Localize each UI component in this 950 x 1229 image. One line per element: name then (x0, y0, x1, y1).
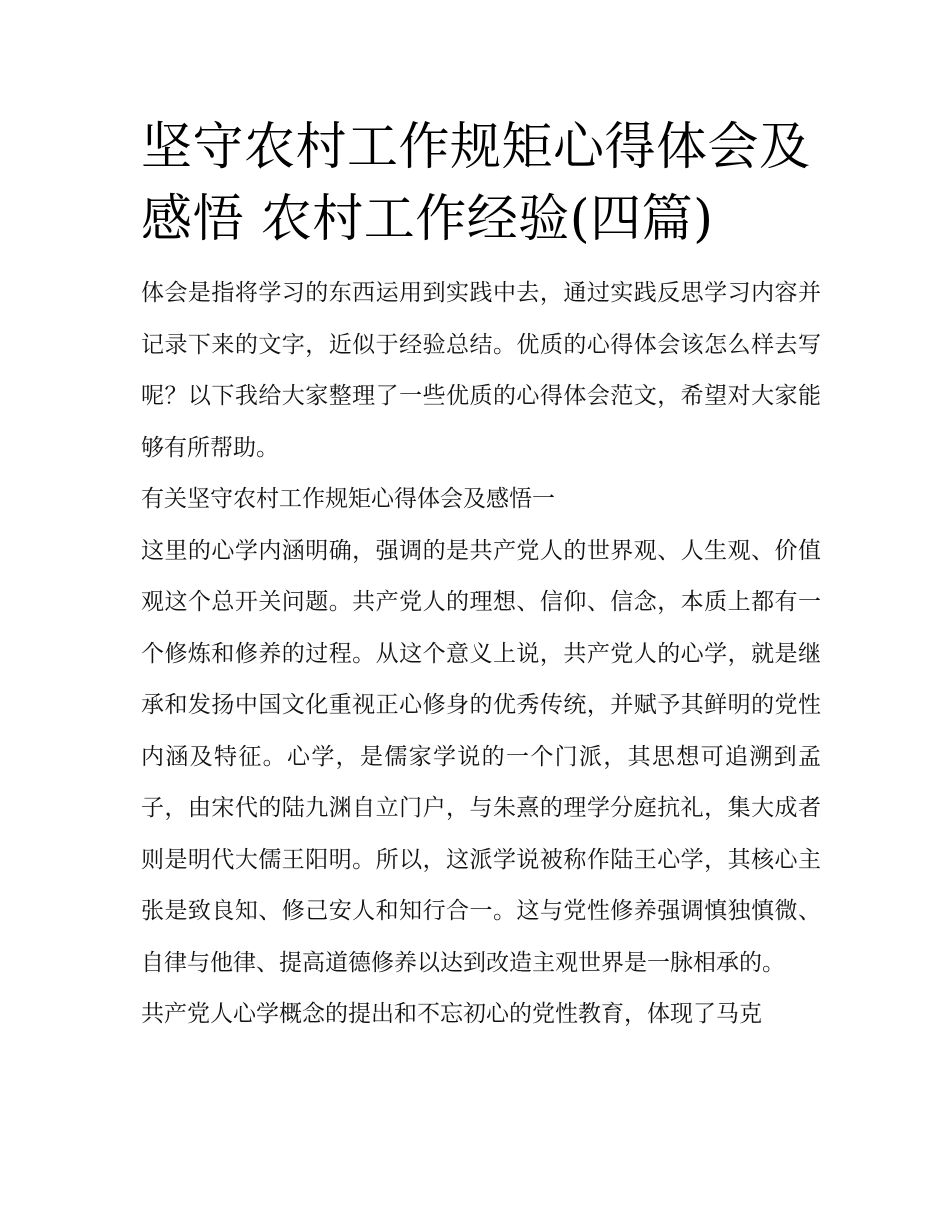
document-title: 坚守农村工作规矩心得体会及感悟 农村工作经验(四篇) (141, 118, 811, 249)
body-paragraph: 共产党人心学概念的提出和不忘初心的党性教育，体现了马克 (141, 1001, 762, 1027)
document-body (141, 268, 821, 1041)
intro-paragraph: 体会是指将学习的东西运用到实践中去，通过实践反思学习内容并记录下来的文字，近似于经验总结。优质的心得体会该怎么样去写呢？以下我给大家整理了一些优质的心得体会范文，希望对大家能够有所帮助。 (141, 280, 821, 461)
body-paragraph: 这里的心学内涵明确，强调的是共产党人的世界观、人生观、价值观这个总开关问题。共产党人的理想、信仰、信念，本质上都有一个修炼和修养的过程。从这个意义上说，共产党人的心学，就是继承和发扬中国文化重视正心修身的优秀传统，并赋予其鲜明的党性内涵及特征。心学，是儒家学说的一个门派，其思想可追溯到孟子，由宋代的陆九渊自立门户，与朱熹的理学分庭抗礼，集大成者则是明代大儒王阳明。所以，这派学说被称作陆王心学，其核心主张是致良知、修己安人和知行合一。这与党性修养强调慎独慎微、自律与他律、提高道德修养以达到改造主观世界是一脉相承的。 (141, 537, 821, 976)
document-content (141, 112, 821, 1041)
section-heading: 有关坚守农村工作规矩心得体会及感悟一 (141, 486, 555, 512)
